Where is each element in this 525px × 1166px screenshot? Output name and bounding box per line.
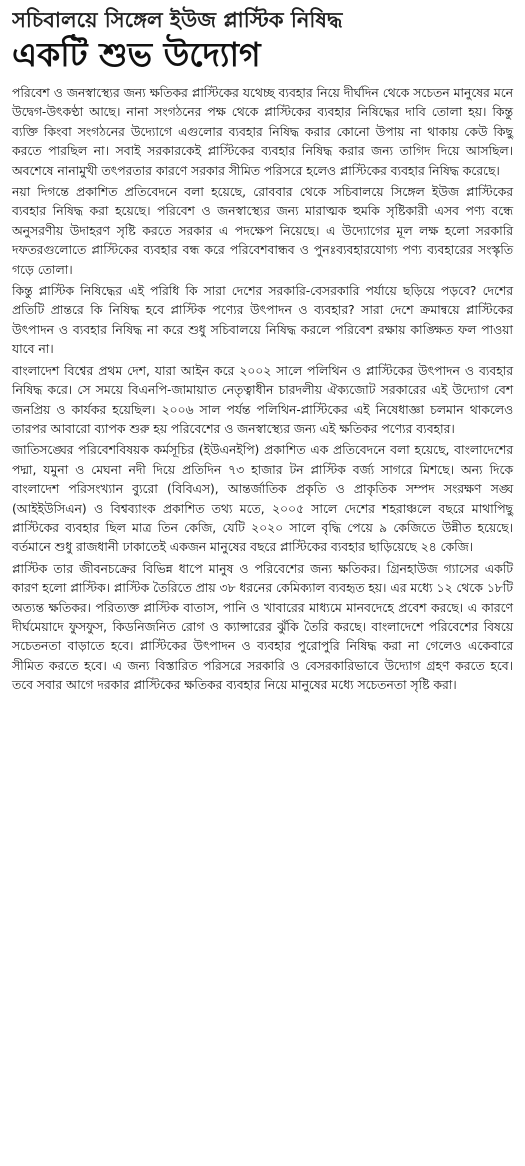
paragraph: প্লাস্টিক তার জীবনচক্রের বিভিন্ন ধাপে মানুষ ও পরিবেশের জন্য ক্ষতিকর। গ্রিনহাউজ গ্যাসের একটি কারণ হলো প্লাস্টিক। প্লাস্টিক তৈরিতে প্রায় ৩৮ ধরনের কেমিক্যাল ব্যবহৃত হয়। এর মধ্যে ১২ থেকে ১৮টি অত্যন্ত ক্ষতিকর। পরিত্যক্ত প্লাস্টিক বাতাস, পানি ও খাবারের মাধ্যমে মানবদেহে প্রবেশ করছে। এ কারণে দীর্ঘমেয়াদে ফুসফুস, কিডনিজনিত রোগ ও ক্যান্সারের ঝুঁকি তৈরি করছে। বাংলাদেশে পরিবেশের বিষয়ে সচেতনতা বাড়াতে হবে। প্লাস্টিকের উৎপাদন ও ব্যবহার পুরোপুরি নিষিদ্ধ করা না গেলেও একেবারে সীমিত করতে হবে। এ জন্য বিস্তারিত পরিসরে সরকারি ও বেসরকারিভাবে উদ্যোগ গ্রহণ করতে হবে। তবে সবার আগে দরকার প্লাস্টিকের ক্ষতিকর ব্যবহার নিয়ে মানুষের মধ্যে সচেতনতা সৃষ্টি করা। xyxy=(12,561,513,693)
paragraph: কিন্তু প্লাস্টিক নিষিদ্ধের এই পরিধি কি সারা দেশের সরকারি-বেসরকারি পর্যায়ে ছড়িয়ে পড়বে? দেশের প্রতিটি প্রান্তরে কি নিষিদ্ধ হবে প্লাস্টিক পণ্যের উৎপাদন ও ব্যবহার? সারা দেশে ক্রমান্বয়ে প্লাস্টিকের উৎপাদন ও ব্যবহার নিষিদ্ধ না করে শুধু সচিবালয়ে নিষিদ্ধ করলে পরিবেশ রক্ষায় কাঙ্ক্ষিত ফল পাওয়া যাবে না। xyxy=(12,284,513,357)
article-body xyxy=(12,84,513,696)
paragraph: জাতিসঙ্ঘের পরিবেশবিষয়ক কর্মসূচির (ইউএনইপি) প্রকাশিত এক প্রতিবেদনে বলা হয়েছে, বাংলাদেশের পদ্মা, যমুনা ও মেঘনা নদী দিয়ে প্রতিদিন ৭৩ হাজার টন প্লাস্টিক বর্জ্য সাগরে মিশছে। অন্য দিকে বাংলাদেশ পরিসংখ্যান ব্যুরো (বিবিএস), আন্তর্জাতিক প্রকৃতি ও প্রাকৃতিক সম্পদ সংরক্ষণ সঙ্ঘ (আইইউসিএন) ও বিশ্বব্যাংক প্রকাশিত তথ্য মতে, ২০০৫ সালে দেশের শহরাঞ্চলে বছরে মাথাপিছু প্লাস্টিকের ব্যবহার ছিল মাত্র তিন কেজি, যেটি ২০২০ সালে বৃদ্ধি পেয়ে ৯ কেজিতে উন্নীত হয়েছে। বর্তমানে শুধু রাজধানী ঢাকাতেই একজন মানুষের বছরে প্লাস্টিকের ব্যবহার ছাড়িয়েছে ২৪ কেজি। xyxy=(12,443,514,555)
paragraph: নয়া দিগন্তে প্রকাশিত প্রতিবেদনে বলা হয়েছে, রোববার থেকে সচিবালয়ে সিঙ্গেল ইউজ প্লাস্টিকের ব্যবহার নিষিদ্ধ করা হয়েছে। পরিবেশ ও জনস্বাস্থ্যের জন্য মারাত্মক হুমকি সৃষ্টিকারী এসব পণ্য বন্ধে অনুসরণীয় উদাহরণ সৃষ্টি করতে সরকার এ পদক্ষেপ নিয়েছে। এ উদ্যোগের মূল লক্ষ হলো সরকারি দফতরগুলোতে প্লাস্টিকের ব্যবহার বন্ধ করে পরিবেশবান্ধব ও পুনঃব্যবহারযোগ্য পণ্য ব্যবহারের সংস্কৃতি গড়ে তোলা। xyxy=(12,185,513,277)
paragraph: বাংলাদেশ বিশ্বের প্রথম দেশ, যারা আইন করে ২০০২ সালে পলিথিন ও প্লাস্টিকের উৎপাদন ও ব্যবহার নিষিদ্ধ করে। সে সময়ে বিএনপি-জামায়াত নেতৃত্বাধীন চারদলীয় ঐক্যজোট সরকারের এই উদ্যোগ বেশ জনপ্রিয় ও কার্যকর হয়েছিল। ২০০৬ সাল পর্যন্ত পলিথিন-প্লাস্টিকের এই নিষেধাজ্ঞা চলমান থাকলেও তারপর আবারো ব্যাপক শুরু হয় পরিবেশের ও জনস্বাস্থ্যের জন্য এই ক্ষতিকর পণ্যের ব্যবহার। xyxy=(12,363,513,436)
headline: একটি শুভ উদ্যোগ xyxy=(12,35,261,74)
paragraph: পরিবেশ ও জনস্বাস্থ্যের জন্য ক্ষতিকর প্লাস্টিকের যথেচ্ছ ব্যবহার নিয়ে দীর্ঘদিন থেকে সচেতন মানুষের মনে উদ্বেগ-উৎকণ্ঠা আছে। নানা সংগঠনের পক্ষ থেকে প্লাস্টিকের ব্যবহার নিষিদ্ধের দাবি তোলা হয়। কিন্তু ব্যক্তি কিংবা সংগঠনের উদ্যোগে এগুলোর ব্যবহার নিষিদ্ধ করার কোনো উপায় না থাকায় কেউ কিছু করতে পারছিল না। সবাই সরকারকেই প্লাস্টিকের ব্যবহার নিষিদ্ধ করার জন্য তাগিদ দিয়ে আসছিল। অবশেষে নানামুখী তৎপরতার কারণে সরকার সীমিত পরিসরে হলেও প্লাস্টিকের ব্যবহার নিষিদ্ধ করেছে। xyxy=(12,86,513,178)
kicker-heading: সচিবালয়ে সিঙ্গেল ইউজ প্লাস্টিক নিষিদ্ধ xyxy=(12,8,343,32)
